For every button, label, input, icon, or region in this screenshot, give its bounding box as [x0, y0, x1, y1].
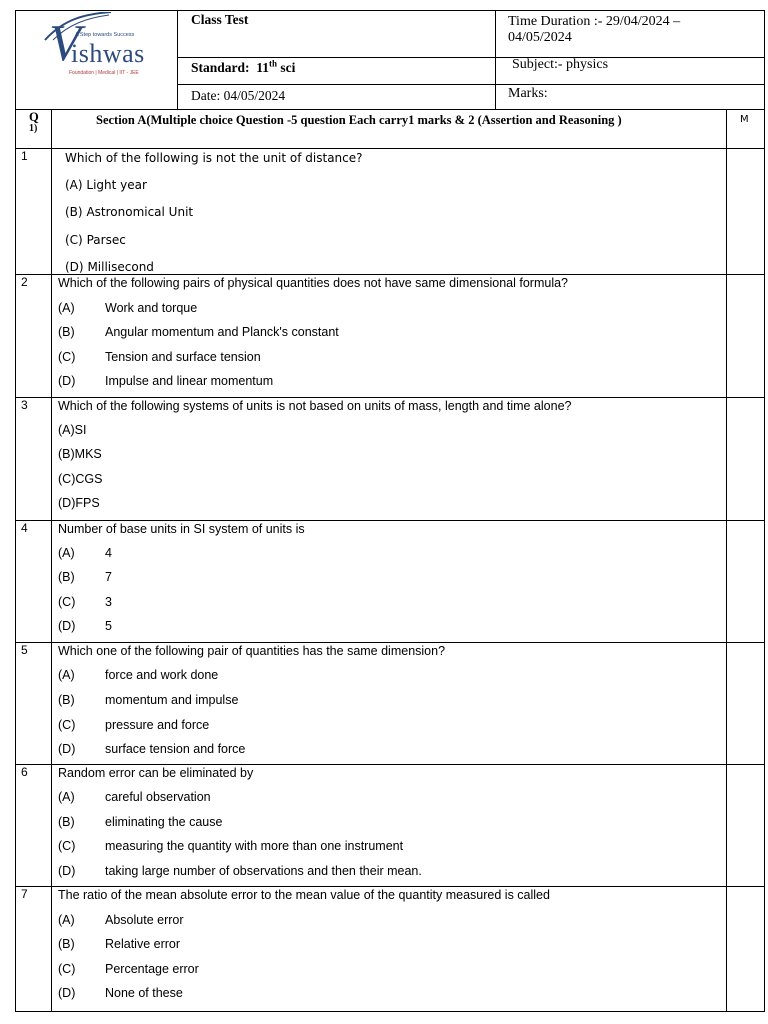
divider	[15, 274, 765, 275]
exam-header	[15, 10, 765, 110]
logo-subline: Foundation | Medical | IIT - JEE	[69, 70, 139, 76]
m-column-header: M	[740, 114, 749, 125]
divider	[15, 10, 16, 110]
q-column-label: Q	[29, 110, 39, 124]
question-text: Which of the following is not the unit of distance?	[65, 151, 363, 165]
vishwas-logo	[35, 12, 165, 82]
q-column-label: 1)	[29, 123, 38, 134]
question-number: 4	[21, 521, 28, 535]
divider	[177, 10, 178, 110]
option-d: (D) Millisecond	[65, 260, 154, 274]
divider	[15, 764, 765, 765]
option-c: (C) Parsec	[65, 233, 126, 247]
option-b: (B)MKS	[58, 447, 102, 461]
exam-paper: V A Step towards Success ishwas Foundation | Medical | IIT - JEE Class Test Standard: 11th sci Date: 04/05/2024 Time Duration :- 29/04/2024 – 04/05/2024 Subject:- physics Marks: Q 1) Section A(Multiple choice Question -5 question Each carry1 marks & 2 (Assertion and Reasoning ) M 1 Which of the following is not the unit of distance? (A) Light year (B) Astronomical Unit (C) Parsec (D) Millisecond 2 Which of the following pairs of physical quantities does not have same dimensional formula? (A) Work and torque (B) Angular momentum and Planck's constant (C) Tension and surface tension (D) Impulse and linear momentum 3 Which of the following systems of units is not based on units of mass, length and time alone? (A)SI (B)MKS (C)CGS (D)FPS 4 Number of base units in SI system of units is (A) 4 (B) 7 (C) 3 (D) 5 5 Which one of the following pair of quantities has the same dimension? (A) force and work done (B) momentum and impulse (C) pressure and force (D) surface tension and force 6 Random error can be eliminated by (A) careful observation (B) eliminating the cause (C) measuring the quantity with more than one instrument (D) taking large number of observations and then their mean. 7 The ratio of the mean absolute error to the mean value of the quantity measured is called (A) Absolute error (B) Relative error (C) Percentage error (D) None of these	[0, 0, 768, 1024]
divider	[726, 110, 727, 1012]
question-text: Number of base units in SI system of units is	[58, 522, 305, 536]
divider	[15, 110, 16, 1012]
divider	[15, 397, 765, 398]
standard-label: Standard:	[191, 60, 250, 75]
question-number: 3	[21, 398, 28, 412]
time-duration-line2: 04/05/2024	[508, 30, 572, 45]
divider	[15, 109, 765, 110]
divider	[15, 886, 765, 887]
divider	[15, 642, 765, 643]
question-text: Which of the following systems of units is not based on units of mass, length and time alone?	[58, 399, 572, 413]
option-b: (B) Astronomical Unit	[65, 205, 194, 219]
question-text: Random error can be eliminated by	[58, 766, 254, 780]
logo-wordmark: ishwas	[71, 39, 145, 68]
question-number: 7	[21, 887, 28, 901]
divider	[15, 520, 765, 521]
divider	[15, 10, 765, 11]
question-number: 1	[21, 149, 28, 163]
divider	[764, 110, 765, 1012]
subject-field: Subject:- physics	[512, 57, 609, 72]
test-title: Class Test	[191, 12, 249, 27]
option-d: (D)FPS	[58, 496, 100, 510]
standard-sup: th	[269, 58, 278, 69]
divider	[51, 110, 52, 1012]
logo-tagline: A Step towards Success	[75, 32, 135, 38]
standard-field	[191, 60, 295, 76]
marks-field: Marks:	[508, 86, 548, 101]
option-a: (A) Light year	[65, 178, 147, 192]
q-column-header	[29, 112, 39, 134]
time-duration-line1: Time Duration :- 29/04/2024 –	[508, 14, 681, 29]
divider	[15, 1011, 765, 1012]
option-a: (A)SI	[58, 423, 87, 437]
section-title: Section A(Multiple choice Question -5 question Each carry1 marks & 2 (Assertion and Reasoning )	[96, 113, 622, 127]
divider	[177, 57, 765, 58]
logo-letter-v: V	[49, 15, 81, 72]
question-text: Which one of the following pair of quantities has the same dimension?	[58, 644, 446, 658]
divider	[495, 10, 496, 110]
option-c: (C)CGS	[58, 472, 103, 486]
divider	[15, 148, 765, 149]
question-number: 6	[21, 765, 28, 779]
question-text: Which of the following pairs of physical quantities does not have same dimensional formula?	[58, 276, 568, 290]
divider	[177, 84, 765, 85]
standard-value: 11	[256, 60, 270, 75]
divider	[764, 10, 765, 110]
question-number: 2	[21, 275, 28, 289]
question-text: The ratio of the mean absolute error to the mean value of the quantity measured is called	[58, 888, 550, 902]
date-field: Date: 04/05/2024	[191, 88, 286, 103]
question-number: 5	[21, 643, 28, 657]
standard-suffix: sci	[280, 60, 296, 75]
